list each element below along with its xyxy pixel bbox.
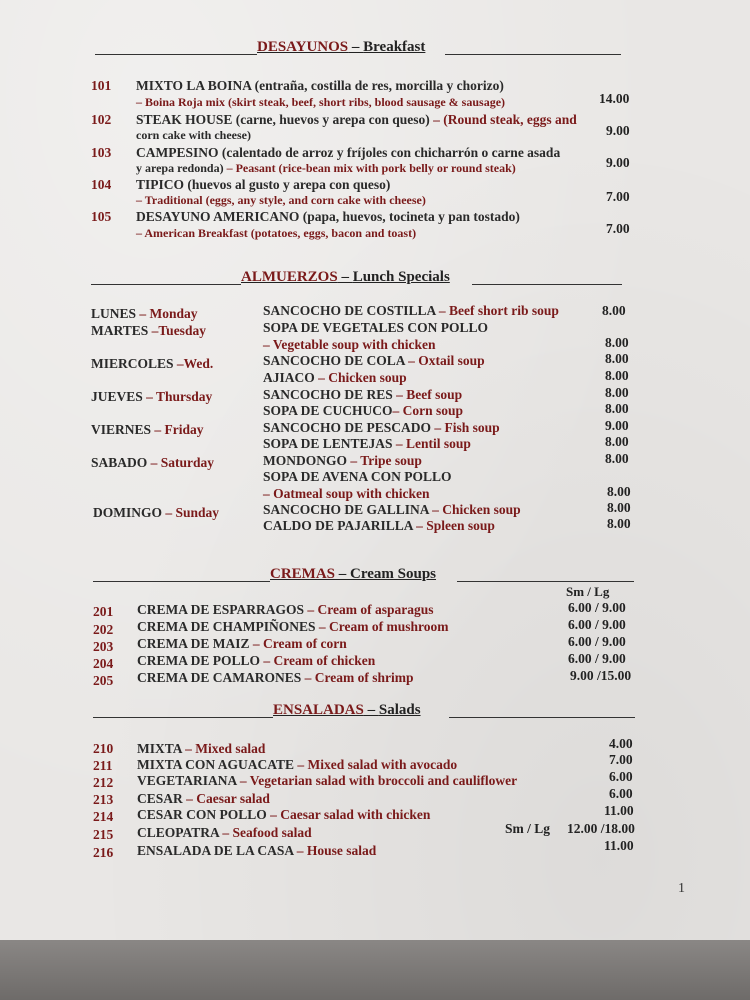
almuerzos-heading: ALMUERZOS – Lunch Specials <box>241 269 450 285</box>
heading-rule <box>445 54 621 55</box>
lunch-dish: SANCOCHO DE PESCADO – Fish soup <box>263 420 500 435</box>
heading-rule <box>93 581 270 582</box>
table-surface <box>0 940 750 1000</box>
item-price: 9.00 /15.00 <box>570 668 632 683</box>
lunch-day: MIERCOLES –Wed. <box>91 356 214 371</box>
heading-rule <box>95 54 257 55</box>
item-price: 7.00 <box>606 189 630 204</box>
item-number: 211 <box>93 758 113 773</box>
item-number: 203 <box>93 639 114 654</box>
item-number: 210 <box>93 741 114 756</box>
item-price: 11.00 <box>604 803 634 818</box>
item-price: 9.00 <box>606 123 630 138</box>
item-name: STEAK HOUSE (carne, huevos y arepa con queso) – (Round steak, eggs and <box>136 112 577 127</box>
size-label: Sm / Lg <box>505 821 551 836</box>
lunch-day: JUEVES – Thursday <box>91 389 213 404</box>
lunch-price: 8.00 <box>605 401 629 416</box>
item-description: – American Breakfast (potatoes, eggs, bacon and toast) <box>136 226 417 240</box>
item-number: 215 <box>93 827 114 842</box>
item-name: MIXTO LA BOINA (entraña, costilla de res, morcilla y chorizo) <box>136 78 504 93</box>
heading-rule <box>449 717 635 718</box>
item-price: 6.00 / 9.00 <box>568 600 626 615</box>
item-price: 12.00 /18.00 <box>567 821 635 836</box>
item-number: 212 <box>93 775 114 790</box>
item-name: CLEOPATRA – Seafood salad <box>137 825 312 840</box>
item-name: MIXTA – Mixed salad <box>137 741 266 756</box>
item-price: 6.00 / 9.00 <box>568 617 626 632</box>
item-description: corn cake with cheese) <box>136 128 251 142</box>
item-name: CREMA DE CHAMPIÑONES – Cream of mushroom <box>137 619 449 634</box>
item-name: CESAR CON POLLO – Caesar salad with chicken <box>137 807 431 822</box>
item-number: 101 <box>91 78 112 93</box>
item-price: 7.00 <box>606 221 630 236</box>
item-number: 214 <box>93 809 114 824</box>
item-price: 4.00 <box>609 736 633 751</box>
lunch-price: 8.00 <box>607 516 631 531</box>
lunch-price: 8.00 <box>605 335 629 350</box>
item-name: CREMA DE ESPARRAGOS – Cream of asparagus <box>137 602 434 617</box>
item-number: 205 <box>93 673 114 688</box>
lunch-price: 8.00 <box>605 451 629 466</box>
page-number: 1 <box>678 881 685 896</box>
lunch-dish: SANCOCHO DE COSTILLA – Beef short rib soup <box>263 303 559 318</box>
lunch-price: 8.00 <box>605 385 629 400</box>
item-price: 11.00 <box>604 838 634 853</box>
lunch-dish: SOPA DE AVENA CON POLLO <box>263 469 452 484</box>
item-name: CAMPESINO (calentado de arroz y fríjoles con chicharrón o carne asada <box>136 145 561 160</box>
lunch-dish: – Oatmeal soup with chicken <box>263 486 430 501</box>
lunch-price: 8.00 <box>607 484 631 499</box>
lunch-day: DOMINGO – Sunday <box>93 505 220 520</box>
item-number: 204 <box>93 656 114 671</box>
item-name: CREMA DE CAMARONES – Cream of shrimp <box>137 670 414 685</box>
lunch-dish: SANCOCHO DE RES – Beef soup <box>263 387 463 402</box>
lunch-dish: – Vegetable soup with chicken <box>263 337 436 352</box>
item-description: – Traditional (eggs, any style, and corn cake with cheese) <box>136 193 426 207</box>
item-name: ENSALADA DE LA CASA – House salad <box>137 843 377 858</box>
size-label: Sm / Lg <box>566 584 610 599</box>
heading-rule <box>472 284 622 285</box>
item-price: 6.00 <box>609 786 633 801</box>
item-price: 7.00 <box>609 752 633 767</box>
item-number: 103 <box>91 145 112 160</box>
lunch-day: MARTES –Tuesday <box>91 323 206 338</box>
item-number: 216 <box>93 845 114 860</box>
item-name: MIXTA CON AGUACATE – Mixed salad with avocado <box>137 757 458 772</box>
item-number: 202 <box>93 622 114 637</box>
item-number: 201 <box>93 604 114 619</box>
item-name: VEGETARIANA – Vegetarian salad with broccoli and cauliflower <box>137 773 518 788</box>
heading-rule <box>93 717 273 718</box>
lunch-price: 8.00 <box>607 500 631 515</box>
ensaladas-heading: ENSALADAS – Salads <box>273 702 421 718</box>
lunch-dish: SOPA DE VEGETALES CON POLLO <box>263 320 489 335</box>
lunch-day: LUNES – Monday <box>91 306 198 321</box>
heading-rule <box>457 581 634 582</box>
item-number: 105 <box>91 209 112 224</box>
item-number: 213 <box>93 792 114 807</box>
item-description: – Boina Roja mix (skirt steak, beef, short ribs, blood sausage & sausage) <box>136 95 506 109</box>
lunch-day: SABADO – Saturday <box>91 455 215 470</box>
item-number: 102 <box>91 112 112 127</box>
lunch-dish: AJIACO – Chicken soup <box>263 370 407 385</box>
item-name: CREMA DE POLLO – Cream of chicken <box>137 653 376 668</box>
lunch-price: 8.00 <box>605 351 629 366</box>
lunch-price: 9.00 <box>605 418 629 433</box>
lunch-price: 8.00 <box>605 434 629 449</box>
lunch-dish: SOPA DE CUCHUCO– Corn soup <box>263 403 464 418</box>
item-price: 6.00 / 9.00 <box>568 651 626 666</box>
cremas-heading: CREMAS – Cream Soups <box>270 566 437 582</box>
lunch-dish: MONDONGO – Tripe soup <box>263 453 422 468</box>
item-name: CESAR – Caesar salad <box>137 791 270 806</box>
item-price: 14.00 <box>599 91 630 106</box>
lunch-day: VIERNES – Friday <box>91 422 204 437</box>
item-price: 6.00 / 9.00 <box>568 634 626 649</box>
lunch-price: 8.00 <box>602 303 626 318</box>
lunch-dish: SANCOCHO DE COLA – Oxtail soup <box>263 353 485 368</box>
lunch-dish: CALDO DE PAJARILLA – Spleen soup <box>263 518 495 533</box>
item-name: DESAYUNO AMERICANO (papa, huevos, tocineta y pan tostado) <box>136 209 520 224</box>
item-price: 6.00 <box>609 769 633 784</box>
item-price: 9.00 <box>606 155 630 170</box>
lunch-price: 8.00 <box>605 368 629 383</box>
lunch-dish: SANCOCHO DE GALLINA – Chicken soup <box>263 502 521 517</box>
item-name: TIPICO (huevos al gusto y arepa con queso) <box>136 177 391 192</box>
item-name: CREMA DE MAIZ – Cream of corn <box>137 636 347 651</box>
item-number: 104 <box>91 177 112 192</box>
desayunos-heading: DESAYUNOS – Breakfast <box>257 39 426 55</box>
lunch-dish: SOPA DE LENTEJAS – Lentil soup <box>263 436 471 451</box>
item-description: y arepa redonda) – Peasant (rice-bean mix with pork belly or round steak) <box>136 161 516 175</box>
heading-rule <box>91 284 241 285</box>
